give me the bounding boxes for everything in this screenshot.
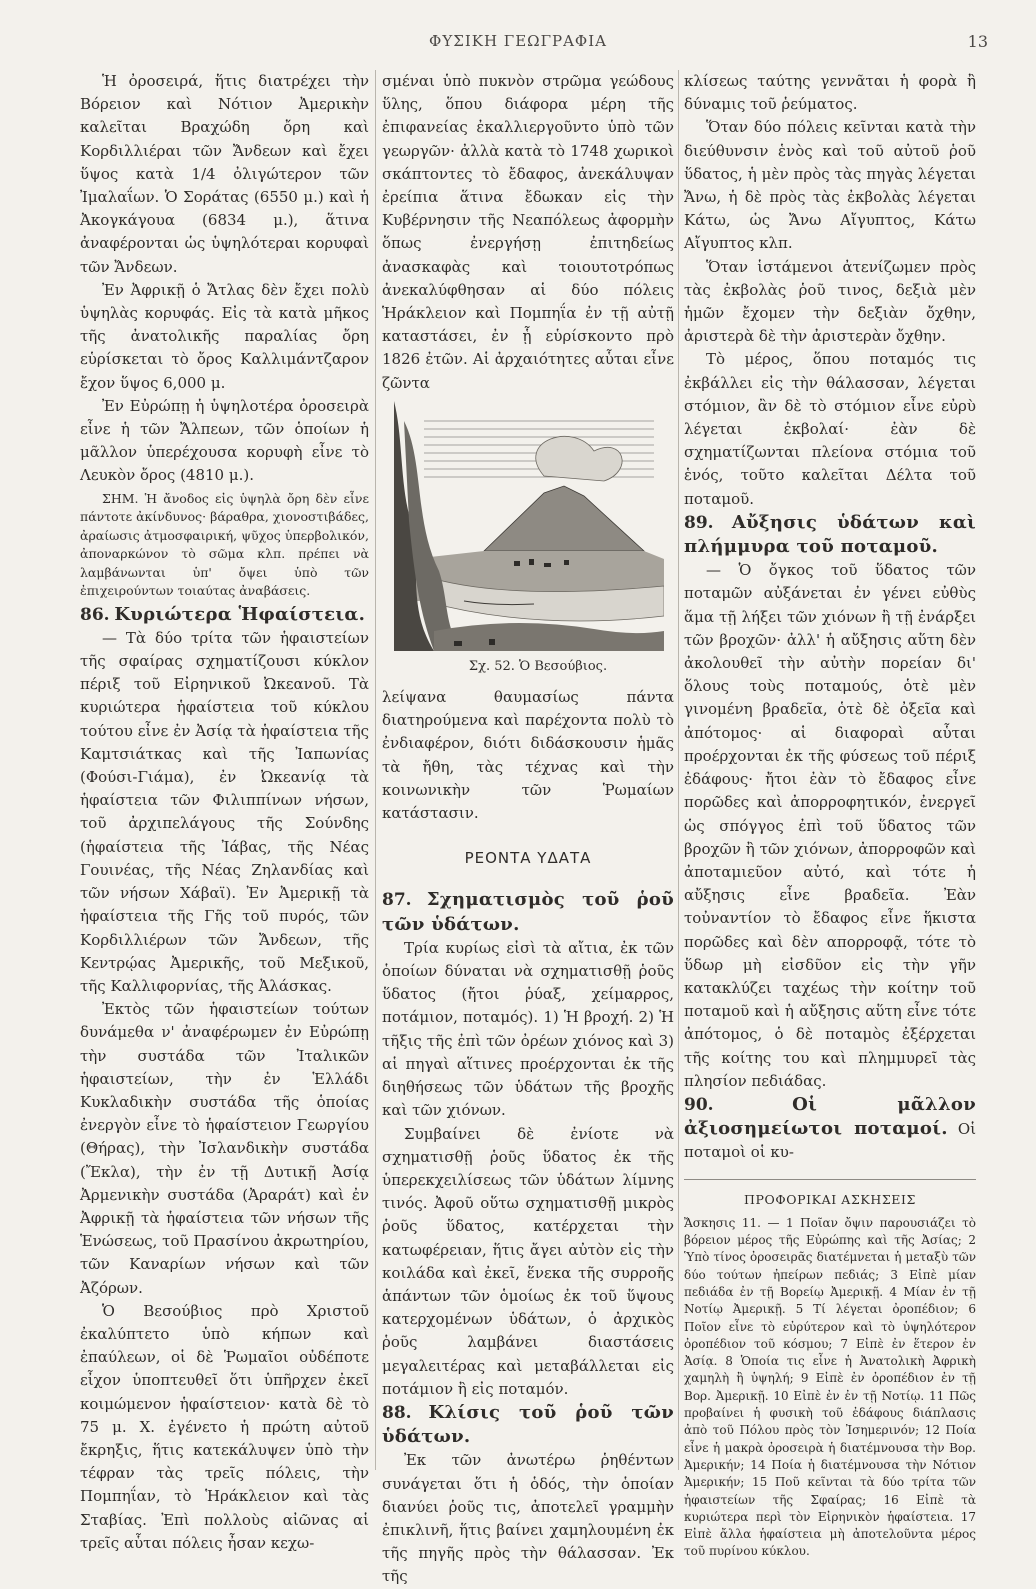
paragraph: Ἐκτὸς τῶν ἡφαιστείων τούτων δυνάμεθα ν' ἀναφέρωμεν ἐν Εὐρώπῃ τὴν συστάδα τῶν Ἰταλικῶν ἡφαιστείων, τὴν ἐν Ἑλλάδι Κυκλαδικὴν συστάδα τῆς ὁποίας ἐνεργὸν εἶνε τὸ ἡφαίστειον Γεωργίου (Θήρας), τὴν Ἰσλανδικὴν συστάδα (Ἔκλα), τὴν ἐν τῇ Δυτικῇ Ἀσίᾳ Ἀρμενικὴν συστάδα (Ἀραράτ) καὶ ἐν Ἀφρικῇ τὰ ἡφαίστεια τῶν νήσων τῆς Ἑνώσεως, τοῦ Πρασίνου ἀκρωτηρίου, τῶν Καναρίων νήσων καὶ τῶν Ἀζόρων. [80, 1000, 370, 1297]
section-title: Σχηματισμὸς τοῦ ῥοῦ τῶν ὑδάτων. [382, 889, 674, 935]
section-heading: ΡΕΟΝΤΑ ΥΔΑΤΑ [464, 849, 592, 868]
section-number: 90. [684, 1094, 714, 1115]
section-number: 88. [382, 1402, 412, 1423]
section-88-heading [382, 1401, 674, 1449]
section-title: Κλίσις τοῦ ῥοῦ τῶν ὑδάτων. [382, 1401, 674, 1448]
section-number: 87. [382, 890, 412, 911]
page-number: 13 [967, 32, 988, 51]
paragraph: — Τὰ δύο τρίτα τῶν ἡφαιστείων τῆς σφαίρας σχηματίζουσι κύκλον πέριξ τοῦ Εἰρηνικοῦ Ὠκεανοῦ. Τὰ κυριώτερα ἡφαίστεια τοῦ κύκλου τούτου εἶνε ἐν Ἀσίᾳ τὰ ἡφαίστεια τῆς Καμτσιάτκας καὶ τῆς Ἰαπωνίας (Φούσι-Γιάμα), ἐν Ὠκεανίᾳ τὰ ἡφαίστεια τῶν Φιλιππίνων νήσων, τοῦ ἀρχιπελάγους τῆς Σούνδης (ἡφαίστεια τῆς Ἰάβας, τῆς Νέας Γουινέας, τῆς Νέας Ζηλανδίας καὶ τῶν νήσων Χάβαϊ). Ἐν Ἀμερικῇ τὰ ἡφαίστεια τῆς Γῆς τοῦ πυρός, τῶν Κορδιλλιέρων τῶν Ἄνδεων, τῆς Κεντρῴας Ἀμερικῆς, τοῦ Μεξικοῦ, τῆς Καλλιφορνίας, τῆς Ἀλάσκας. [80, 628, 369, 995]
column-rule-right [678, 70, 679, 1470]
running-title: ΦΥΣΙΚΗ ΓΕΩΓΡΑΦΙΑ [429, 32, 607, 50]
paragraph: Ἐν Εὐρώπῃ ἡ ὑψηλοτέρα ὀροσειρὰ εἶνε ἡ τῶν Ἄλπεων, τῶν ὁποίων ἡ μᾶλλον ὑπερέχουσα κορυφὴ εἶνε τὸ Λευκὸν ὄρος (4810 μ.). [80, 396, 369, 485]
paragraph: — Ὁ ὄγκος τοῦ ὕδατος τῶν ποταμῶν αὐξάνεται ἐν γένει εὐθὺς ἅμα τῇ λήξει τῶν χιόνων ἢ τῇ ἐνάρξει τῶν βροχῶν· ἀλλ' ἡ αὔξησις αὕτη δὲν ἀκολουθεῖ τὴν αὐτὴν πορείαν δι' ὅλους τοὺς ποταμούς, ὁτὲ μὲν γινομένη βραδεῖα, ὁτὲ δὲ ὀξεῖα καὶ ἀπότομος· αἱ διαφοραὶ αὗται προέρχονται ἐκ τῆς φύσεως τοῦ πέριξ ἐδάφους· ἤτοι ἐὰν τὸ ἔδαφος εἶνε πορῶδες καὶ ἀπορροφητικόν, ἐνεργεῖ ὡς σπόγγος ἐπὶ τοῦ ὕδατος τῶν βροχῶν ἢ τῶν χιόνων, ἀπορροφῶν καὶ ἀποταμιεῦον αὐτό, καὶ τότε ἡ αὔξησις εἶνε βραδεῖα. Ἐὰν τοὐναντίον τὸ ἔδαφος εἶνε ἥκιστα πορῶδες καὶ δὲν απορροφᾷ, τότε τὸ ὕδωρ μὴ εἰσδῦον εἰς τὴν γῆν κατακλύζει ταχέως τὴν κοίτην τοῦ ποταμοῦ καὶ ἡ αὔξησις αὕτη εἶνε τότε ἀπότομος, ὁ δὲ ποταμὸς ἐξέρχεται τῆς κοίτης του καὶ πλημμυρεῖ τὰς πλησίον πεδιάδας. [684, 561, 976, 1090]
paragraph: κλίσεως ταύτης γεννᾶται ἡ φορὰ ἢ δύναμις τοῦ ῥεύματος. [684, 72, 976, 114]
paragraph: Συμβαίνει δὲ ἐνίοτε νὰ σχηματισθῇ ῥοῦς ὕδατος ἐκ τῆς ὑπερεκχειλίσεως τῶν ὑδάτων λίμνης τινός. Ἀφοῦ οὕτω σχηματισθῇ μικρὸς ῥοῦς ὕδατος, κατέρχεται τὴν κατωφέρειαν, ἥτις ἄγει αὐτὸν εἰς τὴν κοιλάδα καὶ ἐκεῖ, ἕνεκα τῆς συρροῆς ἁπάντων τῶν ὁμοίως ἐκ τοῦ ὕψους κατερχομένων ὑδάτων, ὁ ἀρχικὸς ῥοῦς λαμβάνει διαστάσεις μεγαλειτέρας καὶ μεταβάλλεται εἰς ποτάμιον ἢ εἰς ποταμόν. [382, 1124, 674, 1398]
paragraph: Ὁ Βεσούβιος πρὸ Χριστοῦ ἐκαλύπτετο ὑπὸ κήπων καὶ ἐπαύλεων, οἱ δὲ Ῥωμαῖοι οὐδέποτε εἶχον ὑποπτευθεῖ ὅτι ὑπῆρχεν ἐκεῖ κοιμώμενον ἡφαίστειον· κατὰ δὲ τὸ 75 μ. Χ. ἐγένετο ἡ πρώτη αὐτοῦ ἔκρηξις, ἥτις κατεκάλυψεν ὑπὸ τὴν τέφραν τὰς τρεῖς πόλεις, τὴν Πομπηΐαν, τὸ Ἡράκλειον καὶ τὰς Σταβίας. Ἐπὶ πολλοὺς αἰῶνας αἱ τρεῖς αὗται πόλεις ἦσαν κεχω- [80, 1301, 369, 1552]
paragraph: σμέναι ὑπὸ πυκνὸν στρῶμα γεώδους ὕλης, ὅπου διάφορα μέρη τῆς ἐπιφανείας ἐκαλλιεργοῦντο ὑπὸ τῶν γεωργῶν· ἀλλὰ κατὰ τὸ 1748 χωρικοὶ σκάπτοντες τὸ ἔδαφος, ἀνεκάλυψαν ἐρείπια ἅτινα ἔδωκαν εἰς τὴν Κυβέρνησιν τῆς Νεαπόλεως ἀφορμὴν ὅπως ἐνεργήσῃ ἐπιτηδείως ἀνασκαφὰς καὶ τοιουτοτρόπως ἀνεκαλύφθησαν αἱ δύο πόλεις Ἡράκλειον καὶ Πομπηΐα ἐν τῇ αὐτῇ καταστάσει, ἐν ᾗ εὑρίσκοντο πρὸ 1826 ἐτῶν. Αἱ ἀρχαιότητες αὗται εἶνε ζῶντα [382, 72, 674, 392]
column-rule-left [375, 70, 376, 1470]
paragraph: Τρία κυρίως εἰσὶ τὰ αἴτια, ἐκ τῶν ὁποίων δύναται νὰ σχηματισθῇ ῥοῦς ὕδατος (ἤτοι ῥύαξ, χείμαρρος, ποτάμιον, ποταμός). 1) Ἡ βροχή. 2) Ἡ τῆξις τῆς ἐπὶ τῶν ὀρέων χιόνος καὶ 3) αἱ πηγαὶ αἵτινες προέρχονται ἐκ τῆς διηθήσεως τῶν ὑδάτων τῆς βροχῆς καὶ τῶν χιόνων. [382, 938, 674, 1120]
paragraph: Τὸ μέρος, ὅπου ποταμός τις ἐκβάλλει εἰς τὴν θάλασσαν, λέγεται στόμιον, ἂν δὲ τὸ στόμιον εἶνε εὐρὺ λέγεται ἐκβολαί· ἐὰν δὲ σχηματίζωνται πλείονα στόμια τοῦ ἑνός, τοῦτο καλεῖται Δέλτα τοῦ ποταμοῦ. [684, 350, 976, 508]
paragraph: Ὅταν ἱστάμενοι ἀτενίζωμεν πρὸς τὰς ἐκβολὰς ῥοῦ τινος, δεξιὰ μὲν ἡμῶν ἔχομεν τὴν δεξιὰν ὄχθην, ἀριστερὰ δὲ τὴν ἀριστερὰν ὄχθην. [684, 257, 976, 346]
left-column [80, 70, 369, 1555]
section-title: Κυριώτερα Ἡφαίστεια. [114, 603, 366, 625]
section-89-heading [684, 511, 976, 559]
right-column [684, 70, 976, 1561]
paragraph: λείψανα θαυμασίως πάντα διατηρούμενα καὶ παρέχοντα πολὺ τὸ ἐνδιαφέρον, διότι διδάσκουσιν ἡμᾶς τὰ ἤθη, τὰς τέχνας καὶ τὴν κοινωνικὴν τῶν Ῥωμαίων κατάστασιν. [382, 688, 674, 823]
exercises-text: Ἄσκησις 11. — 1 Ποῖαν ὄψιν παρουσιάζει τὸ βόρειον μέρος τῆς Εὐρώπης καὶ τῆς Ἀσίας; 2 Ὑπὸ τίνος ὀροσειρᾶς διατέμνεται ἡ μεταξὺ τῶν δύο τούτων ἠπείρων πεδιάς; 3 Εἰπὲ μίαν πεδιάδα ἐν τῇ Βορείῳ Ἀμερικῇ. 4 Μίαν ἐν τῇ Νοτίῳ Ἀμερικῇ. 5 Τί λέγεται ὀροπέδιον; 6 Ποῖον εἶνε τὸ εὐρύτερον καὶ τὸ ὑψηλότερον ὀροπέδιον τοῦ κόσμου; 7 Εἰπὲ ἐν ἕτερον ἐν Ἀσίᾳ. 8 Ὁποία τις εἶνε ἡ Ἀνατολικὴ Ἀφρικὴ χαμηλὴ ἢ ὑψηλή; 9 Εἰπὲ ἐν ὀροπέδιον ἐν τῇ Βορ. Ἀμερικῇ. 10 Εἰπὲ ἐν ἐν τῇ Νοτίῳ. 11 Πῶς προβαίνει ἡ φυσικὴ τοῦ ἐδάφους διάπλασις ἀπὸ τοῦ Πόλου πρὸς τὸν Ἰσημερινόν; 12 Ποία εἶνε ἡ μακρὰ ὀροσειρὰ ἡ διατέμνουσα τὴν Βορ. Ἀμερικήν; 14 Ποία ἡ διατέμνουσα τὴν Νότιον Ἀμερικήν; 15 Ποῦ κεῖνται τὰ δύο τρίτα τῶν ἡφαιστείων τῆς Σφαίρας; 16 Εἰπὲ τὰ κυριώτερα περὶ τὸν Εἰρηνικὸν ἡφαίστεια. 17 Εἰπὲ ἄλλα ἡφαίστεια μὴ ἀποτελοῦντα μέρος τοῦ πυρίνου κύκλου. [684, 1215, 976, 1559]
section-86-heading [80, 603, 369, 627]
section-title: Αὔξησις ὑδάτων καὶ πλήμμυρα τοῦ ποταμοῦ. [684, 511, 976, 558]
section-number: 86. [80, 604, 110, 625]
vesuvius-engraving [394, 401, 664, 651]
exercises-heading: ΠΡΟΦΟΡΙΚΑΙ ΑΣΚΗΣΕΙΣ [684, 1179, 976, 1211]
paragraph: Ἐν Ἀφρικῇ ὁ Ἄτλας δὲν ἔχει πολὺ ὑψηλὰς κορυφάς. Εἰς τὰ κατὰ μῆκος τῆς ἀνατολικῆς παραλίας ὄρη εὑρίσκεται τὸ ὄρος Καλλιμάντζαρον ἔχον ὕψος 6,000 μ. [80, 280, 369, 392]
section-90-heading [684, 1093, 976, 1165]
section-number: 89. [684, 512, 714, 533]
middle-column [382, 70, 674, 1589]
section-87-heading [382, 888, 674, 936]
figure-caption: Σχ. 52. Ὁ Βεσούβιος. [468, 658, 608, 674]
section-title: Οἱ μᾶλλον ἀξιοσημείωτοι ποταμοί. [684, 1093, 976, 1140]
paragraph-start: Οἱ ποταμοὶ οἱ κυ- [684, 1120, 976, 1162]
paragraph: Ὅταν δύο πόλεις κεῖνται κατὰ τὴν διεύθυνσιν ἑνὸς καὶ τοῦ αὐτοῦ ῥοῦ ὕδατος, ἡ μὲν πρὸς τὰς πηγὰς λέγεται Ἄνω, ἡ δὲ πρὸς τὰς ἐκβολὰς λέγεται Κάτω, ὡς Ἄνω Αἴγυπτος, Κάτω Αἴγυπτος κλπ. [684, 118, 976, 253]
vesuvius-illustration-icon [394, 401, 664, 651]
note-paragraph: ΣΗΜ. Ἡ ἄνοδος εἰς ὑψηλὰ ὄρη δὲν εἶνε πάντοτε ἀκίνδυνος· βάραθρα, χιονοστιβάδες, ἀραίωσις ἀτμοσφαιρική, ψῦχος ὑπερβολικόν, ἀποναρκώνον τὸ σῶμα κλπ. πρέπει νὰ λαμβάνωνται ὑπ' ὄψει ὑπὸ τῶν ἐπιχειρούντων τοιαύτας ἀναβάσεις. [80, 490, 369, 599]
paragraph: Ἡ ὀροσειρά, ἥτις διατρέχει τὴν Βόρειον καὶ Νότιον Ἀμερικὴν καλεῖται Βραχώδη ὄρη καὶ Κορδιλλιέραι τῶν Ἄνδεων καὶ ἔχει ὕψος κατὰ 1/4 ὀλιγώτερον τῶν Ἰμαλαΐων. Ὁ Σοράτας (6550 μ.) καὶ ἡ Ἀκογκάγουα (6834 μ.), ἅτινα ἀναφέρονται ὡς ὑψηλότεραι κορυφαὶ τῶν Ἄνδεων. [80, 72, 369, 276]
page-header [0, 30, 1036, 60]
paragraph: Ἐκ τῶν ἀνωτέρω ῥηθέντων συνάγεται ὅτι ἡ ὁδός, τὴν ὁποίαν διανύει ῥοῦς τις, ἀποτελεῖ γραμμὴν ἐπικλινῆ, ἥτις βαίνει χαμηλουμένη ἐκ τῆς πηγῆς πρὸς τὴν θάλασσαν. Ἐκ τῆς [382, 1451, 674, 1586]
